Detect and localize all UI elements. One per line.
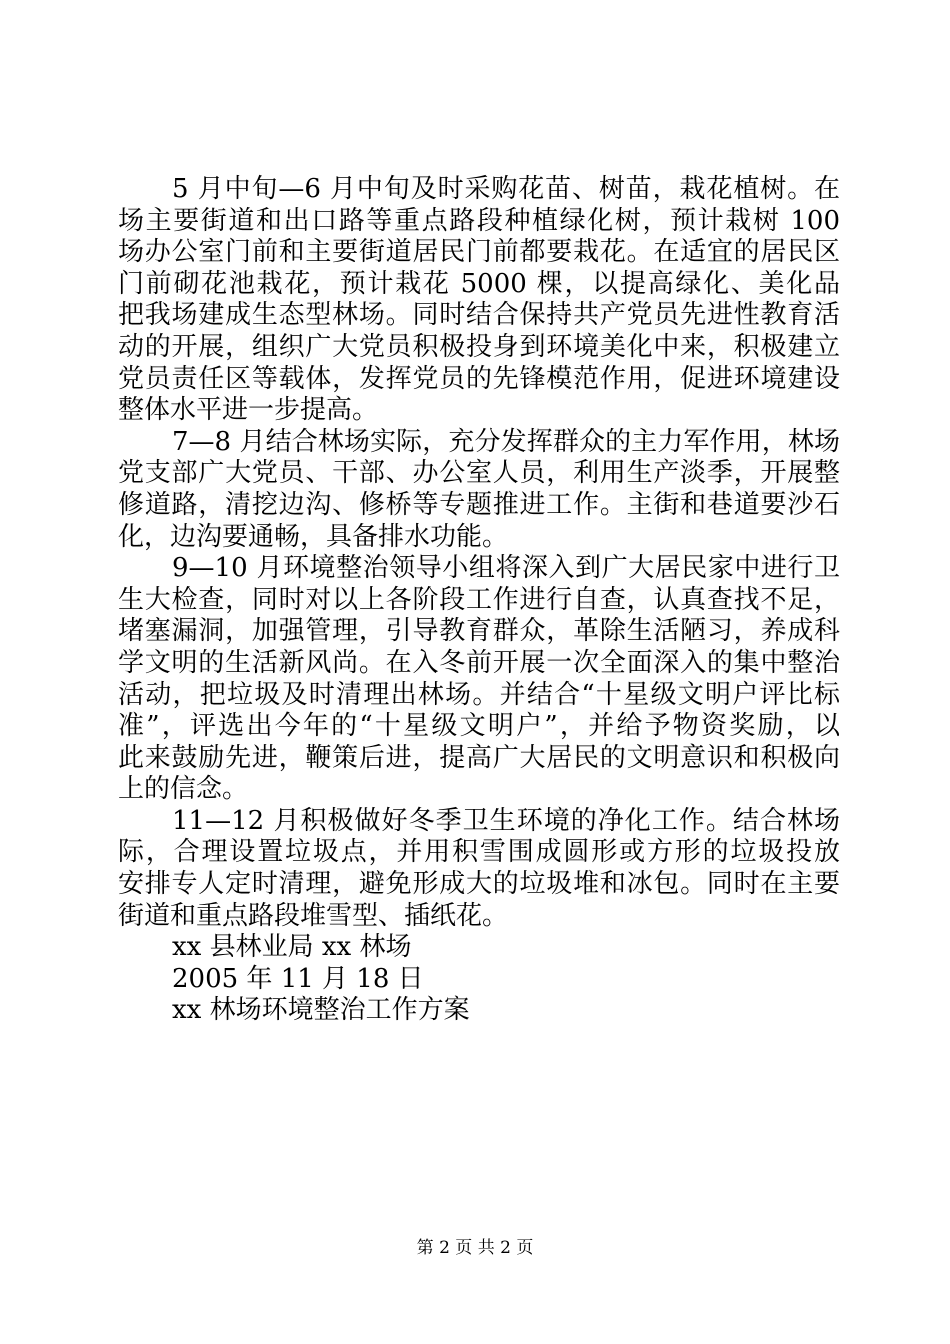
text-line: 场主要街道和出口路等重点路段种植绿化树，预计栽树 100 <box>118 205 840 236</box>
text-line: 7—8 月结合林场实际，充分发挥群众的主力军作用，林场 <box>172 426 840 457</box>
text-line: 生大检查，同时对以上各阶段工作进行自查，认真查找不足， <box>118 584 840 615</box>
text-line: 安排专人定时清理，避免形成大的垃圾堆和冰包。同时在主要 <box>118 869 840 900</box>
text-line: 党支部广大党员、干部、办公室人员，利用生产淡季，开展整 <box>118 458 840 489</box>
document-title-trailer: xx 林场环境整治工作方案 <box>172 995 470 1026</box>
text-line: 准”，评选出今年的“十星级文明户”，并给予物资奖励，以 <box>118 711 840 742</box>
signature-org: xx 县林业局 xx 林场 <box>172 932 412 963</box>
document-body <box>118 174 840 1027</box>
page-number: 第 2 页 共 2 页 <box>416 1238 534 1258</box>
text-line: 9—10 月环境整治领导小组将深入到广大居民家中进行卫 <box>172 553 840 584</box>
text-line: 党员责任区等载体，发挥党员的先锋模范作用，促进环境建设 <box>118 363 840 394</box>
text-line: 5 月中旬—6 月中旬及时采购花苗、树苗，栽花植树。在 <box>172 174 840 204</box>
text-line: 此来鼓励先进，鞭策后进，提高广大居民的文明意识和积极向 <box>118 742 840 773</box>
text-line: 整体水平进一步提高。 <box>118 395 379 426</box>
text-line: 把我场建成生态型林场。同时结合保持共产党员先进性教育活 <box>118 300 840 331</box>
text-line: 际，合理设置垃圾点，并用积雪围成圆形或方形的垃圾投放 <box>118 837 840 868</box>
text-line: 门前砌花池栽花，预计栽花 5000 棵，以提高绿化、美化品 <box>118 268 840 299</box>
text-line: 修道路，清挖边沟、修桥等专题推进工作。主街和巷道要沙石 <box>118 489 840 520</box>
text-line: 11—12 月积极做好冬季卫生环境的净化工作。结合林场 <box>172 805 840 836</box>
text-line: 场办公室门前和主要街道居民门前都要栽花。在适宜的居民区 <box>118 237 840 268</box>
page-footer <box>0 1238 950 1258</box>
text-line: 学文明的生活新风尚。在入冬前开展一次全面深入的集中整治 <box>118 647 840 678</box>
text-line: 上的信念。 <box>118 774 249 805</box>
text-line: 化，边沟要通畅，具备排水功能。 <box>118 521 509 552</box>
text-line: 堵塞漏洞，加强管理，引导教育群众，革除生活陋习，养成科 <box>118 616 840 647</box>
text-line: 街道和重点路段堆雪型、插纸花。 <box>118 900 509 931</box>
signature-date: 2005 年 11 月 18 日 <box>172 963 424 994</box>
text-line: 活动，把垃圾及时清理出林场。并结合“十星级文明户评比标 <box>118 679 840 710</box>
text-line: 动的开展，组织广大党员积极投身到环境美化中来，积极建立 <box>118 331 840 362</box>
